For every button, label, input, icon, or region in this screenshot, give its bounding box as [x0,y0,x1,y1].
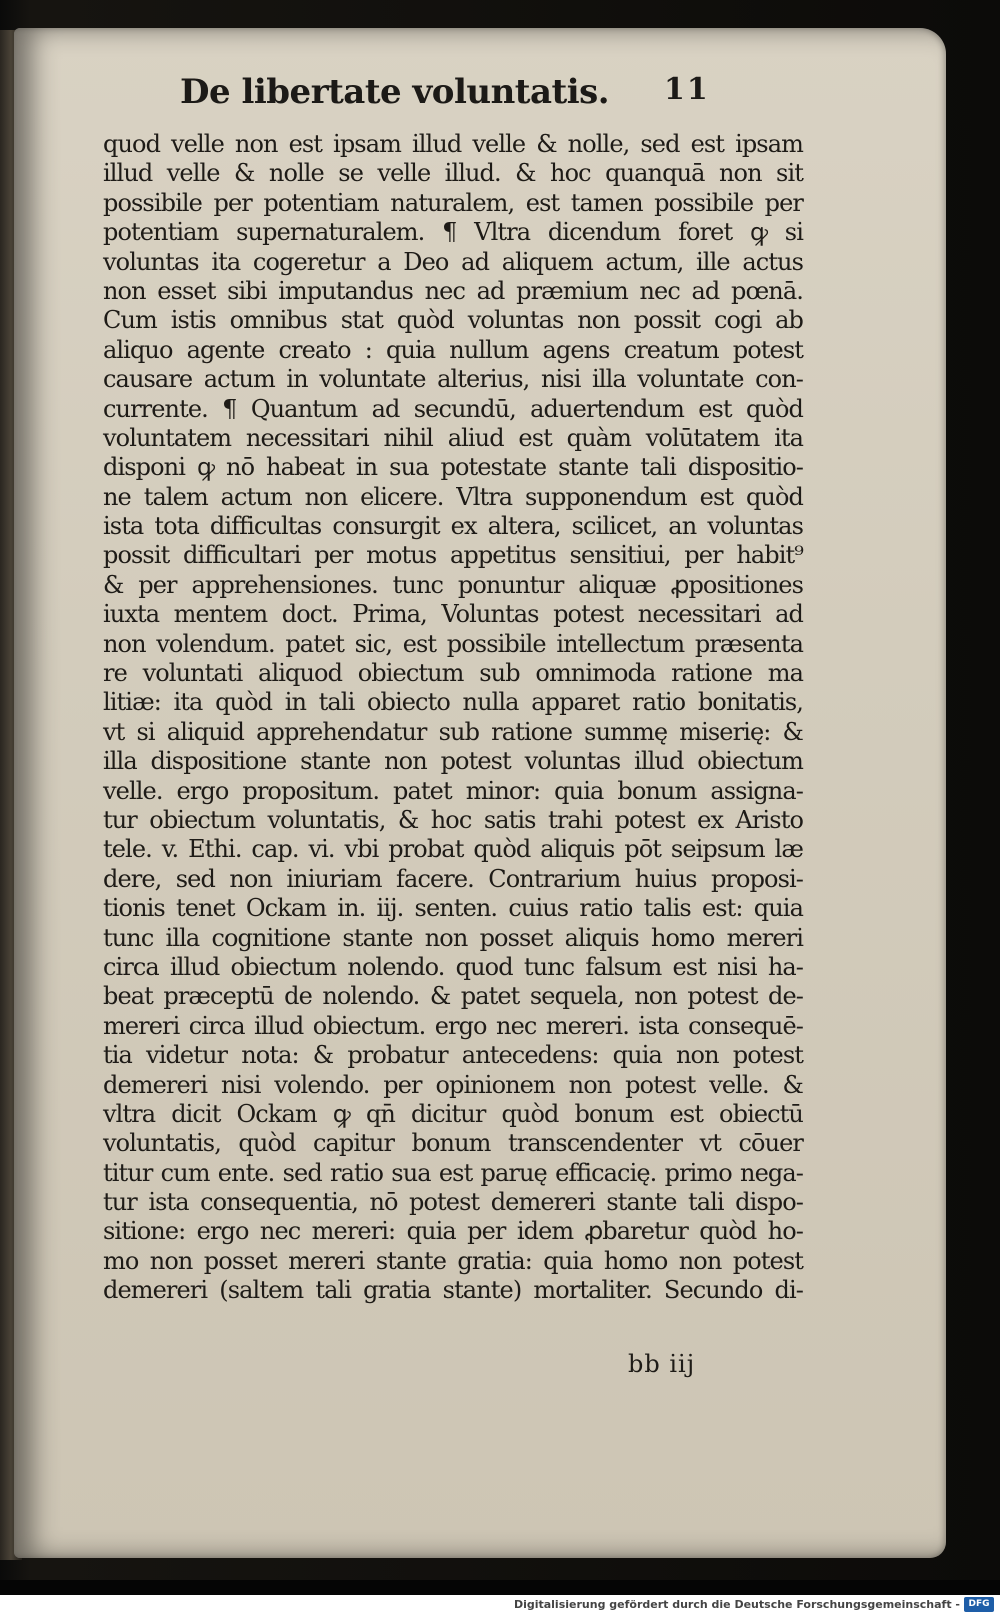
text-line: demereri (saltem tali gratia stante) mortaliter. Secundo di- [103,1276,803,1305]
text-line: voluntatis, quòd capitur bonum transcendenter vt cōuer [103,1129,803,1158]
text-line: illa dispositione stante non potest voluntas illud obiectum [103,747,803,776]
text-line: tia videtur nota: & probatur antecedens: quia non potest [103,1041,803,1070]
text-line: ista tota difficultas consurgit ex altera, scilicet, an voluntas [103,512,803,541]
text-line: tionis tenet Ockam in. iij. senten. cuius ratio talis est: quia [103,894,803,923]
text-line: voluntatem necessitari nihil aliud est quàm volūtatem ita [103,423,803,452]
text-line: aliquo agente creato : quia nullum agens creatum potest [103,335,803,364]
text-line: circa illud obiectum nolendo. quod tunc falsum est nisi ha- [103,952,803,981]
text-line: non esset sibi imputandus nec ad præmium nec ad pœnā. [103,276,803,305]
text-line: re voluntati aliquod obiectum sub omnimoda ratione ma [103,659,803,688]
text-line: mo non posset mereri stante gratia: quia homo non potest [103,1246,803,1275]
running-head: De libertate voluntatis. [180,72,610,112]
text-line: velle. ergo propositum. patet minor: quia bonum assigna- [103,776,803,805]
text-line: currente. ¶ Quantum ad secundū, aduertendum est quòd [103,394,803,423]
text-line: dere, sed non iniuriam facere. Contrarium huius proposi- [103,864,803,893]
text-line: possibile per potentiam naturalem, est tamen possibile per [103,188,803,217]
text-line: sitione: ergo nec mereri: quia per idem ꝓbaretur quòd ho- [103,1217,803,1246]
text-line: quod velle non est ipsam illud velle & nolle, sed est ipsam [103,130,803,158]
text-line: non volendum. patet sic, est possibile intellectum præsenta [103,629,803,658]
text-line: ne talem actum non elicere. Vltra supponendum est quòd [103,482,803,511]
signature-mark: bb iij [628,1350,696,1378]
text-line: tele. v. Ethi. cap. vi. vbi probat quòd aliquis pōt seipsum læ [103,835,803,864]
text-line: litiæ: ita quòd in tali obiecto nulla apparet ratio bonitatis, [103,688,803,717]
text-line: Cum istis omnibus stat quòd voluntas non possit cogi ab [103,306,803,335]
text-line: mereri circa illud obiectum. ergo nec mereri. ista consequē- [103,1011,803,1040]
text-line: tur obiectum voluntatis, & hoc satis trahi potest ex Aristo [103,805,803,834]
folio-number: 11 [664,72,710,107]
text-line: disponi ꝙ nō habeat in sua potestate stante tali dispositio- [103,453,803,482]
text-line: illud velle & nolle se velle illud. & hoc quanquā non sit [103,159,803,188]
text-line: iuxta mentem doct. Prima, Voluntas potest necessitari ad [103,600,803,629]
text-line: beat præceptū de nolendo. & patet sequela, non potest de- [103,982,803,1011]
body-text [103,130,803,1306]
text-line: titur cum ente. sed ratio sua est paruę efficacię. primo nega- [103,1158,803,1187]
text-line: possit difficultari per motus appetitus sensitiui, per habit⁹ [103,541,803,570]
text-line: tunc illa cognitione stante non posset aliquis homo mereri [103,923,803,952]
text-line: causare actum in voluntate alterius, nisi illa voluntate con- [103,365,803,394]
text-line: demereri nisi volendo. per opinionem non potest velle. & [103,1070,803,1099]
text-line: potentiam supernaturalem. ¶ Vltra dicendum foret ꝙ si [103,218,803,247]
text-line: vt si aliquid apprehendatur sub ratione summę miserię: & [103,717,803,746]
text-line: tur ista consequentia, nō potest demereri stante tali dispo- [103,1188,803,1217]
text-line: voluntas ita cogeretur a Deo ad aliquem actum, ille actus [103,247,803,276]
text-line: vltra dicit Ockam ꝙ qn̄ dicitur quòd bonum est obiectū [103,1099,803,1128]
funding-notice: Digitalisierung gefördert durch die Deutsche Forschungsgemeinschaft - [513,1598,960,1611]
dfg-logo: DFG [964,1597,994,1612]
text-line: & per apprehensiones. tunc ponuntur aliquæ ꝓpositiones [103,570,803,599]
